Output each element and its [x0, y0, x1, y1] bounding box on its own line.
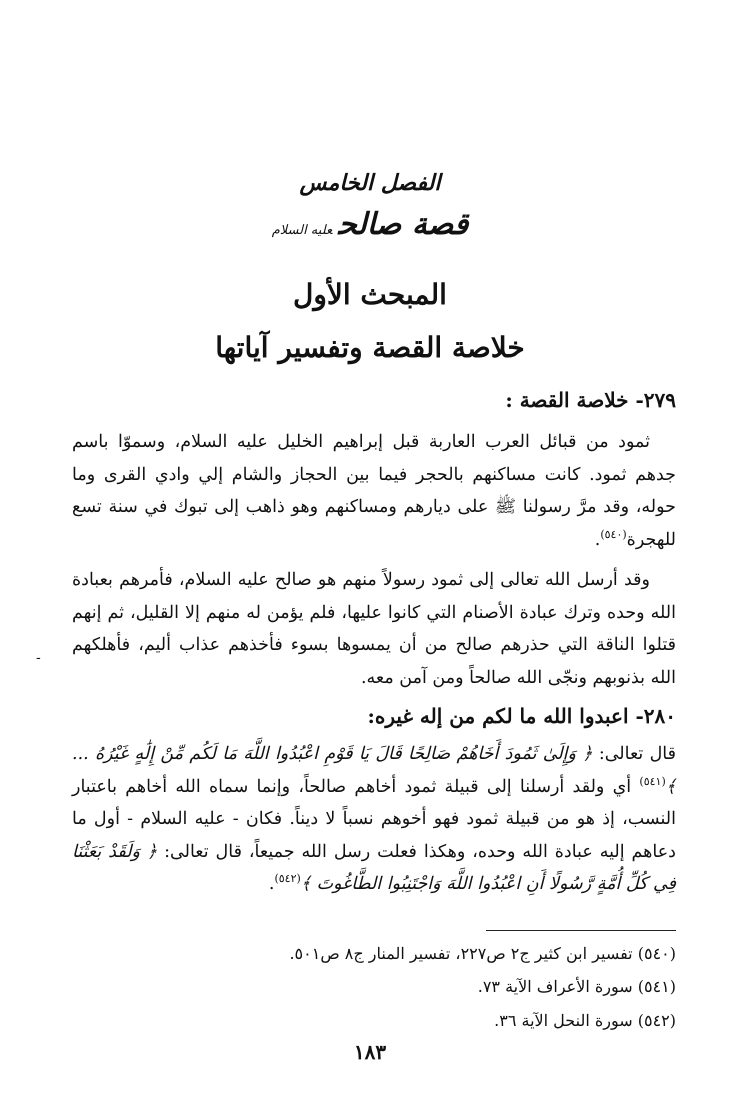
heading-280: ٢٨٠- اعبدوا الله ما لكم من إله غيره: — [367, 704, 676, 728]
verse-end: . — [268, 874, 275, 894]
pbuh-honorific: عليه السلام — [271, 223, 333, 238]
story-title-text: قصة صالح — [338, 207, 469, 242]
chapter-label: الفصل الخامس — [299, 170, 441, 196]
section-title: المبحث الأول — [293, 278, 447, 311]
paragraph-summary — [72, 426, 676, 556]
paragraph-summary-text: ثمود من قبائل العرب العاربة قبل إبراهيم الخليل عليه السلام، وسموّا باسم جدهم ثمود. كانت مساكنهم بالحجر فيما بين الحجاز والشام إلي وادي القرى وما حوله، وقد مرَّ رسولنا ﷺ على ديارهم ومساكنهم وهو ذاهب إلى تبوك في سنة تسع للهجرة — [72, 432, 676, 550]
section-subtitle: خلاصة القصة وتفسير آياتها — [215, 331, 525, 364]
story-title — [0, 207, 740, 242]
footnote-542: (٥٤٢) سورة النحل الآية ٣٦. — [494, 1011, 676, 1030]
margin-mark: - — [36, 650, 41, 666]
page-number: ١٨٣ — [353, 1040, 387, 1064]
paragraph-summary-end: . — [594, 529, 601, 550]
verse-intro: قال تعالى: — [598, 744, 676, 764]
footnote-ref-541: (٥٤١) — [639, 774, 666, 788]
heading-279: ٢٧٩- خلاصة القصة : — [505, 388, 676, 412]
paragraph-mission: وقد أرسل الله تعالى إلى ثمود رسولاً منهم هو صالح عليه السلام، فأمرهم بعبادة الله وحده وترك عبادة الأصنام التي كانوا عليها، فلم يؤمن له منهم إلا القليل، ثم إنهم قتلوا الناقة التي حذرهم صالح من أن يمسوها بسوء فأخذهم عذاب أليم، فأهلكهم الله بذنوبهم ونجّى الله صالحاً ومن آمن معه. — [72, 570, 676, 688]
footnote-540: (٥٤٠) تفسير ابن كثير ج٢ ص٢٢٧، تفسير المنار ج٨ ص٥٠١. — [289, 944, 676, 963]
footnote-ref-542: (٥٤٢) — [274, 872, 301, 886]
paragraph-verse — [72, 738, 676, 901]
footnote-541: (٥٤١) سورة الأعراف الآية ٧٣. — [477, 977, 676, 996]
footnote-divider — [486, 930, 676, 931]
quran-verse-araf: ﴿ وَإِلَىٰ ثَمُودَ أَخَاهُمْ صَالِحًا قَالَ يَا قَوْمِ اعْبُدُوا اللَّهَ مَا لَكُم مِّنْ إِلَٰهٍ غَيْرُهُ ... ﴾ — [72, 744, 676, 797]
quran-verse-nahl: ﴿ وَلَقَدْ بَعَثْنَا فِي كُلِّ أُمَّةٍ رَّسُولًا أَنِ اعْبُدُوا اللَّهَ وَاجْتَنِبُوا الطَّاغُوتَ ﴾ — [72, 841, 676, 894]
footnote-ref-540: (٥٤٠) — [600, 527, 627, 541]
verse-explanation: أي ولقد أرسلنا إلى قبيلة ثمود أخاهم صالحاً، وإنما سماه الله أخاهم باعتبار النسب، إذ هو من قبيلة ثمود فهو أخوهم نسباً لا ديناً. فكان - عليه السلام - أول ما دعاهم إليه عبادة الله وحده، وهكذا فعلت رسل الله جميعاً، قال تعالى: — [72, 776, 676, 862]
